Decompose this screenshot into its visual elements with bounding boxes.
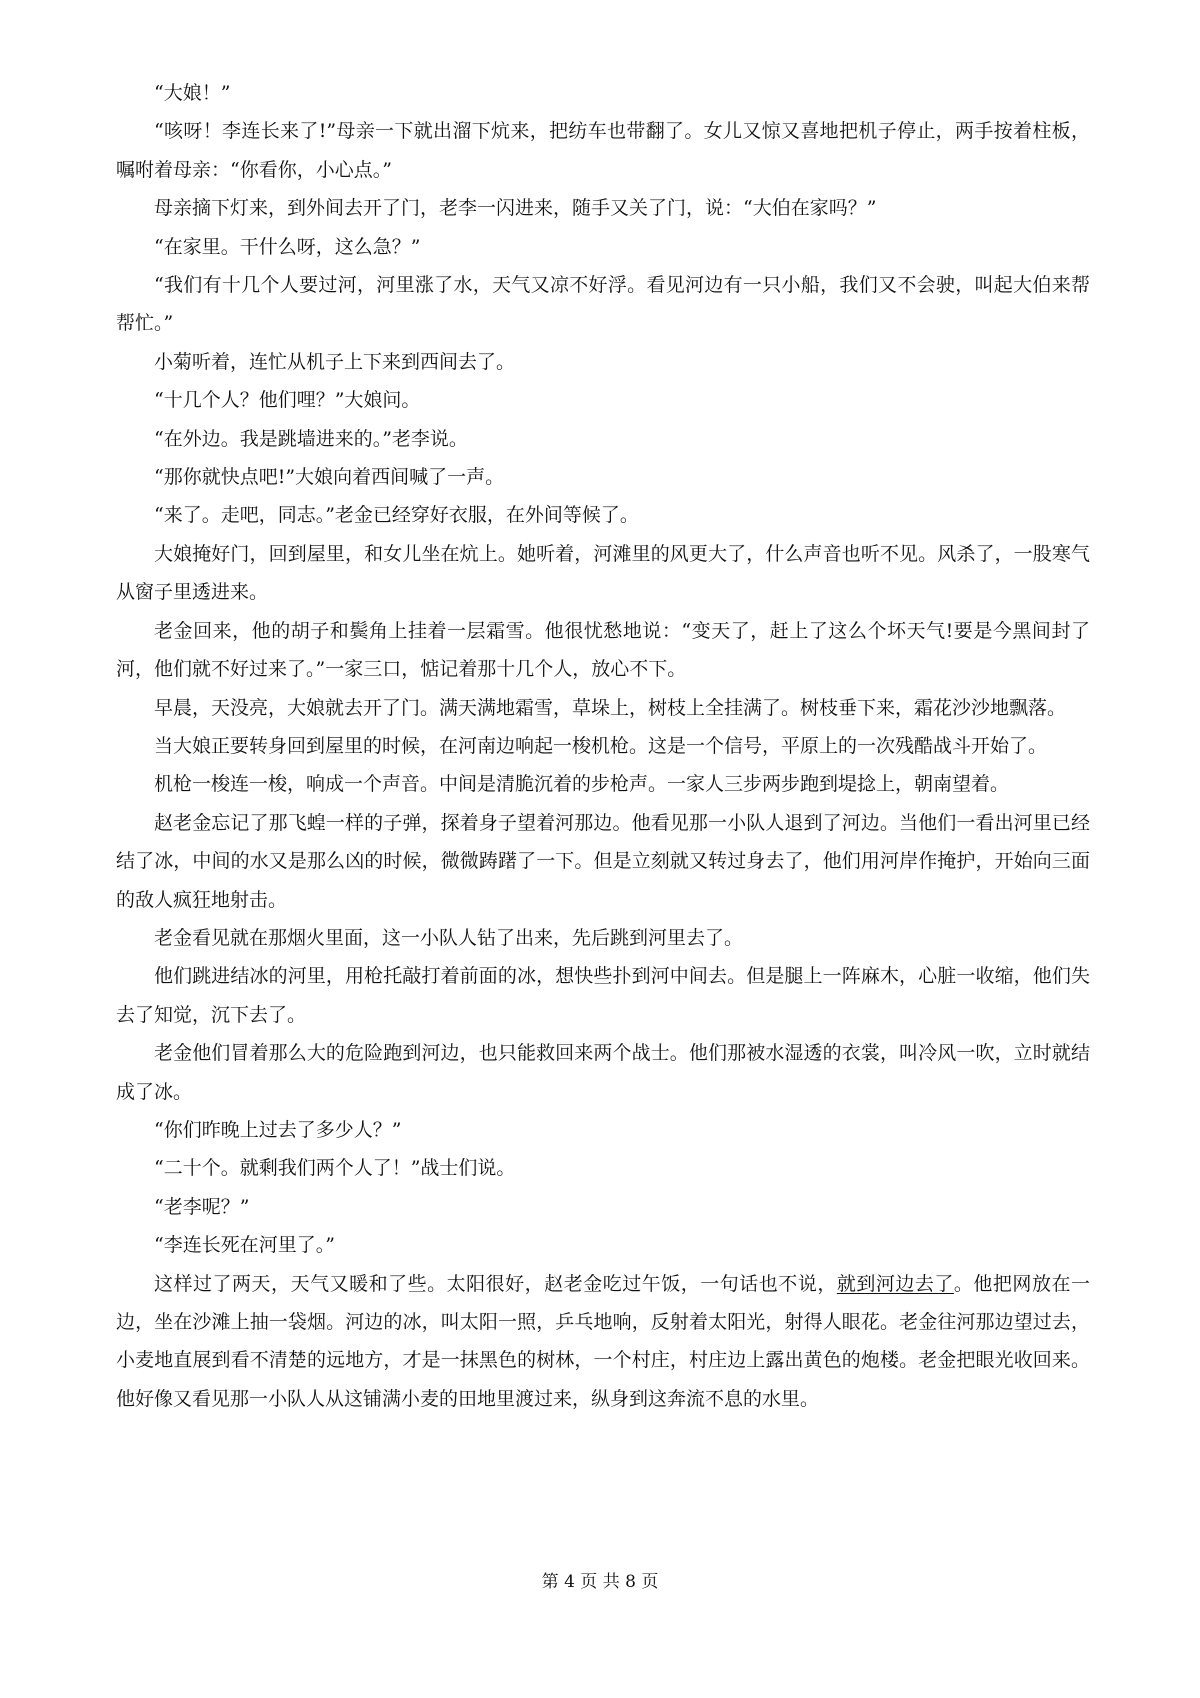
paragraph: “老李呢？” <box>154 1195 250 1218</box>
paragraph: “在外边。我是跳墙进来的。”老李说。 <box>154 427 468 450</box>
paragraph: 当大娘正要转身回到屋里的时候，在河南边响起一梭机枪。这是一个信号，平原上的一次残酷战斗开始了。 <box>154 734 1048 757</box>
paragraph: “李连长死在河里了。” <box>154 1234 335 1257</box>
paragraph-last <box>116 1265 1090 1419</box>
paragraph: 老金回来，他的胡子和鬓角上挂着一层霜雪。他很忧愁地说：“变天了，赶上了这么个坏天气!要是今黑间封了河，他们就不好过来了。”一家三口，惦记着那十几个人，放心不下。 <box>116 619 1090 681</box>
paragraph: “大娘！” <box>154 82 231 104</box>
paragraph-text: 这样过了两天，天气又暖和了些。太阳很好，赵老金吃过午饭，一句话也不说， <box>154 1272 837 1295</box>
page-body <box>116 74 1090 1418</box>
paragraph: 母亲摘下灯来，到外间去开了门，老李一闪进来，随手又关了门，说：“大伯在家吗？” <box>154 197 877 220</box>
paragraph: “十几个人？他们哩？”大娘问。 <box>154 389 421 412</box>
paragraph: 小菊听着，连忙从机子上下来到西间去了。 <box>154 350 516 373</box>
paragraph: “咳呀！李连长来了!”母亲一下就出溜下炕来，把纺车也带翻了。女儿又惊又喜地把机子停止，两手按着柱板，嘱咐着母亲：“你看你，小心点。” <box>116 120 1090 181</box>
paragraph: “在家里。干什么呀，这么急？” <box>154 235 421 258</box>
paragraph: 早晨，天没亮，大娘就去开了门。满天满地霜雪，草垛上，树枝上全挂满了。树枝垂下来，霜花沙沙地飘落。 <box>154 696 1067 719</box>
page-number-footer: 第 4 页 共 8 页 <box>541 1572 659 1592</box>
paragraph: “那你就快点吧!”大娘向着西间喊了一声。 <box>154 466 505 489</box>
paragraph: “你们昨晚上过去了多少人？” <box>154 1118 402 1141</box>
paragraph: “我们有十几个人要过河，河里涨了水，天气又凉不好浮。看见河边有一只小船，我们又不会驶，叫起大伯来帮帮忙。” <box>116 274 1090 335</box>
paragraph: 他们跳进结冰的河里，用枪托敲打着前面的冰，想快些扑到河中间去。但是腿上一阵麻木，心脏一收缩，他们失去了知觉，沉下去了。 <box>116 965 1090 1026</box>
paragraph-text: 。他把网放在一边，坐在沙滩上抽一袋烟。河边的冰，叫太阳一照，乒乓地响，反射着太阳光，射得人眼花。老金往河那边望过去，小麦地直展到看不清楚的远地方，才是一抹黑色的树林，一个村庄，村庄边上露出黄色的炮楼。老金把眼光收回来。他好像又看见那一小队人从这铺满小麦的田地里渡过来，纵身到这奔流不息的水里。 <box>116 1272 1090 1410</box>
paragraph: 老金看见就在那烟火里面，这一小队人钻了出来，先后跳到河里去了。 <box>154 926 744 949</box>
paragraph: “来了。走吧，同志。”老金已经穿好衣服，在外间等候了。 <box>154 504 639 527</box>
underlined-phrase: 就到河边去了 <box>836 1272 954 1295</box>
paragraph: 赵老金忘记了那飞蝗一样的子弹，探着身子望着河那边。他看见那一小队人退到了河边。当他们一看出河里已经结了冰，中间的水又是那么凶的时候，微微踌躇了一下。但是立刻就又转过身去了，他们用河岸作掩护，开始向三面的敌人疯狂地射击。 <box>116 811 1090 911</box>
paragraph: 大娘掩好门，回到屋里，和女儿坐在炕上。她听着，河滩里的风更大了，什么声音也听不见。风杀了，一股寒气从窗子里透进来。 <box>116 542 1090 604</box>
paragraph: 老金他们冒着那么大的危险跑到河边，也只能救回来两个战士。他们那被水湿透的衣裳，叫冷风一吹，立时就结成了冰。 <box>116 1042 1090 1103</box>
paragraph: “二十个。就剩我们两个人了！”战士们说。 <box>154 1157 516 1180</box>
paragraph: 机枪一梭连一梭，响成一个声音。中间是清脆沉着的步枪声。一家人三步两步跑到堤捻上，朝南望着。 <box>154 773 1010 796</box>
